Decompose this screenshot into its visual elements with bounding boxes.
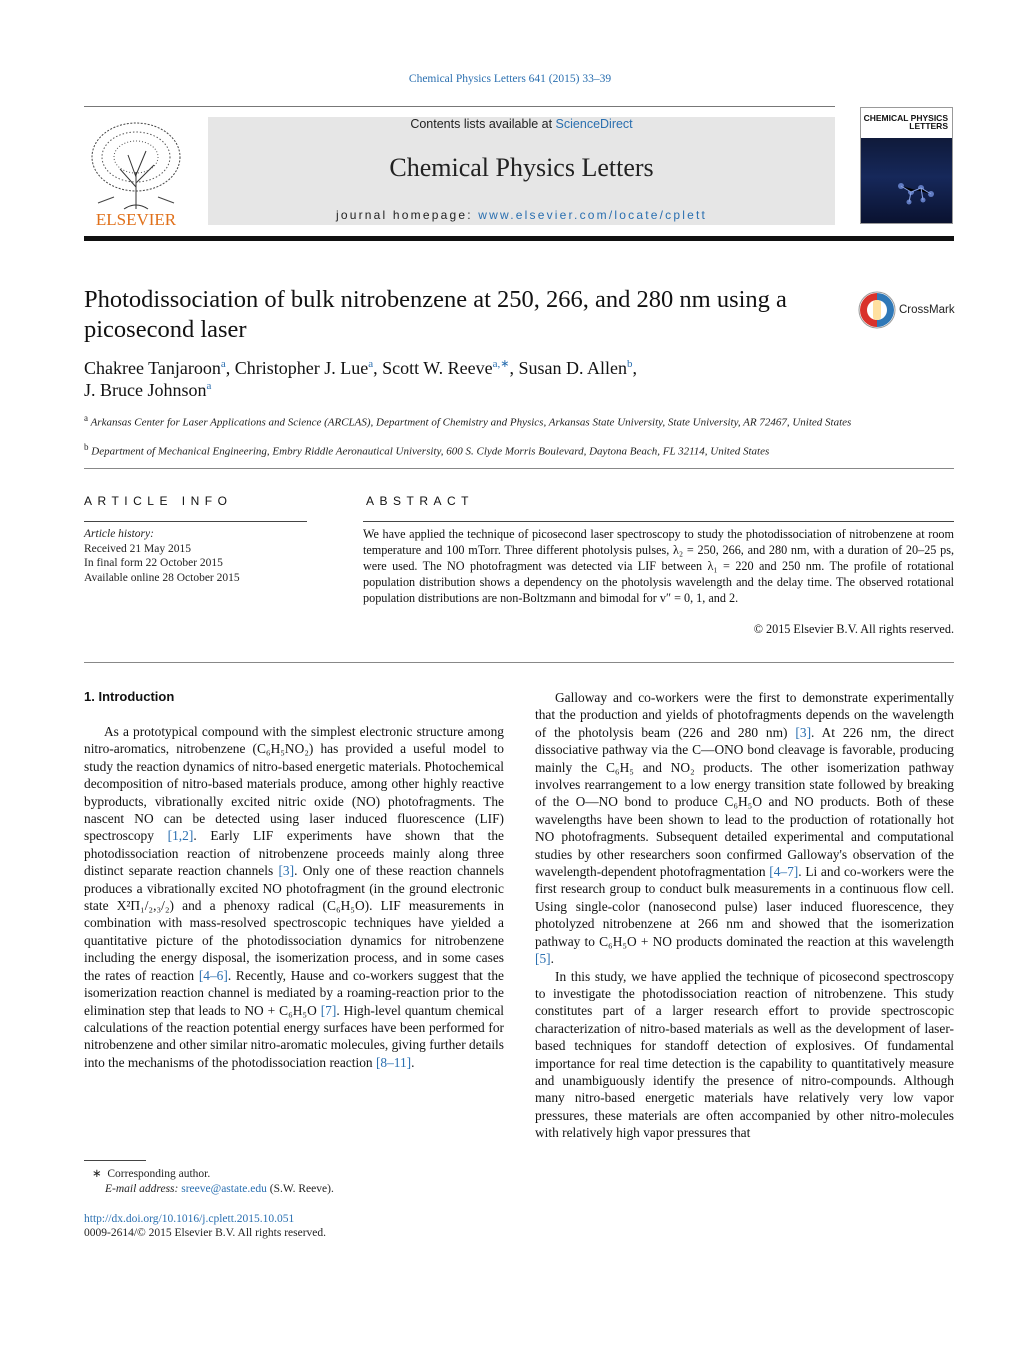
- homepage-prefix: journal homepage:: [335, 208, 479, 222]
- article-info-heading: ARTICLE INFO: [84, 494, 233, 508]
- abstract-text: We have applied the technique of picosecond laser spectroscopy to study the photodissociation of nitrobenzene at room temperature and 100 mTorr. Three different photolysis pulses, λ₂ = 250, 266, and 280 nm, with a duration of 20–25 ps, were used. The NO photofragment was detected via LIF between λ₁ = 220 and 250 nm. The profile of rotational population distribution shows a dependency on the photolysis wavelength and the delay time. The observed rotational population distributions are non-Boltzmann and bimodal for v″ = 0, 1, and 2.: [363, 527, 954, 605]
- issn-line: 0009-2614/© 2015 Elsevier B.V. All rights reserved.: [84, 1227, 327, 1239]
- email-label: E-mail address:: [105, 1183, 182, 1195]
- affiliation-b-marker: b: [84, 442, 89, 452]
- author-sup[interactable]: a: [220, 358, 226, 370]
- cover-molecule-icon: [861, 108, 953, 224]
- journal-banner: [208, 117, 835, 225]
- contents-line: [208, 117, 835, 131]
- elsevier-wordmark: ELSEVIER: [95, 210, 177, 229]
- paragraph: [84, 723, 504, 1071]
- reference-link[interactable]: [7]: [320, 1002, 337, 1018]
- paragraph: In this study, we have applied the technique of picosecond spectroscopy to investigate the photodissociation reaction of nitrobenzene. This study constitutes part of a larger research effort to provide spectroscopic characterization of nitro-based materials as well as the development of laser-based techniques for standoff detection of explosives. Of fundamental importance for real time detection is the capability to quantitatively measure and unambiguously identify the presence of nitro-compounds. Although many nitro-based energetic materials have relatively very low vapor pressures, these materials are often accompanied by other nitro-molecules with relatively high vapor pressures that: [535, 968, 954, 1141]
- homepage-link[interactable]: www.elsevier.com/locate/cplett: [478, 208, 708, 222]
- reference-link[interactable]: [4–6]: [198, 967, 228, 983]
- section-heading-introduction: 1. Introduction: [84, 689, 175, 704]
- received-date: Received 21 May 2015: [84, 542, 191, 555]
- text-run: . At 226 nm, the direct dissociative pathway via the C—ONO bond cleavage is favorable, producing mainly the C₆H₅ and NO₂ products. The other isomerization pathway involves rearrangement to a low energy transition state followed by breaking of the O—NO bond to produce C₆H₅O and NO products. Both of these wavelengths have been shown to lead to the production of rotationally hot NO photofragments. Subsequent detailed experimental and computational studies by other researchers soon confirmed Galloway's observation of the wavelength-dependent photofragmentation: [535, 724, 955, 880]
- text-run: As a prototypical compound with the simplest electronic structure among nitro-aromatics, nitrobenzene (C₆H₅NO₂) has provided a useful model to study the reaction dynamics of nitro-based energetic materials. Photochemical decomposition of nitro-based materials produce, among other highly reactive byproducts, vibrationally excited nitric oxide (NO) photofragments. The nascent NO can be detected using laser induced fluorescence (LIF) spectroscopy: [84, 724, 504, 844]
- cover-title: CHEMICAL PHYSICS LETTERS: [863, 113, 948, 131]
- reference-link[interactable]: [5]: [535, 951, 551, 967]
- elsevier-tree-icon: [84, 117, 188, 229]
- reference-link[interactable]: [1,2]: [167, 828, 194, 844]
- journal-cover-thumbnail[interactable]: [860, 107, 953, 224]
- elsevier-logo: [84, 117, 188, 229]
- article-info-rule: [84, 521, 307, 522]
- section-rule: [84, 468, 954, 469]
- body-rule: [84, 662, 954, 663]
- author-name[interactable]: Chakree Tanjaroon: [84, 358, 221, 378]
- author-sup[interactable]: a: [206, 380, 212, 392]
- body-column-right: [535, 689, 954, 1142]
- contents-prefix: Contents lists available at: [410, 117, 556, 131]
- article-title: Photodissociation of bulk nitrobenzene at 250, 266, and 280 nm using a picosecond laser: [84, 286, 787, 343]
- footnote-rule: [84, 1160, 146, 1161]
- crossmark-icon: [858, 291, 896, 329]
- article-history: [84, 527, 314, 585]
- header-rule: [84, 106, 835, 107]
- author-name[interactable]: Christopher J. Lue: [234, 358, 369, 378]
- journal-citation-link[interactable]: Chemical Physics Letters 641 (2015) 33–39: [408, 73, 612, 85]
- author-sup[interactable]: b: [627, 358, 633, 370]
- footnote-marker: ∗: [92, 1168, 102, 1180]
- final-form-date: In final form 22 October 2015: [84, 557, 223, 570]
- reference-link[interactable]: [4–7]: [769, 864, 799, 880]
- reference-link[interactable]: [3]: [278, 863, 295, 879]
- email-link[interactable]: sreeve@astate.edu: [181, 1183, 267, 1195]
- text-run: . Only one of these reaction channels produces a vibrationally excited NO photofragment (in the ground electronic state X²Π₁/₂,₃/₂) and a phenoxy radical (C₆H₅O). LIF measurements in combination with mass-resolved spectroscopic techniques have yielded a quantitative picture of the photodissociation dynamics for nitrobenzene including the energy disposal, the isomerization process, and in some cases the rates of reaction: [84, 863, 504, 983]
- paragraph: [535, 689, 954, 968]
- journal-name: Chemical Physics Letters: [389, 153, 654, 182]
- text-run: .: [550, 951, 554, 967]
- author-sup[interactable]: a: [368, 358, 374, 370]
- reference-link[interactable]: [3]: [795, 724, 812, 740]
- affiliation-b: [84, 440, 884, 460]
- author-name[interactable]: Susan D. Allen: [518, 358, 627, 378]
- text-run: . High-level quantum chemical calculations of the reaction potential energy surfaces have been performed for nitrobenzene and other similar nitro-aromatic molecules, giving further details into the mechanisms of the photodissociation reaction: [84, 1002, 505, 1070]
- text-run: . Recently, Hause and co-workers suggest that the isomerization reaction channel is mediated by a roaming-reaction prior to the elimination step that leads to NO + C₆H₅O: [84, 967, 504, 1018]
- text-run: . Early LIF experiments have shown that the photodissociation reaction of nitrobenzene proceeds mainly along three distinct separate reaction channels: [84, 828, 504, 879]
- header-thick-rule: [84, 236, 954, 241]
- reference-link[interactable]: [8–11]: [375, 1054, 412, 1070]
- crossmark-label[interactable]: CrossMark: [899, 304, 955, 316]
- abstract-rule: [363, 521, 954, 522]
- author-name[interactable]: J. Bruce Johnson: [84, 380, 207, 400]
- author-name[interactable]: Scott W. Reeve: [382, 358, 493, 378]
- history-label: Article history:: [84, 528, 154, 540]
- email-suffix: (S.W. Reeve).: [266, 1183, 334, 1195]
- sciencedirect-link[interactable]: ScienceDirect: [555, 117, 633, 131]
- affiliation-a-text: Arkansas Center for Laser Applications and Science (ARCLAS), Department of Chemistry and Physics, Arkansas State University, State University, AR 72467, United States: [90, 416, 852, 429]
- affiliation-a-marker: a: [84, 413, 88, 423]
- abstract-copyright: © 2015 Elsevier B.V. All rights reserved.: [753, 622, 954, 636]
- footnote: [92, 1167, 512, 1197]
- author-sup[interactable]: a,∗: [492, 358, 510, 370]
- text-run: Galloway and co-workers were the first to demonstrate experimentally that the production and yields of photofragments depends on the wavelength of the photolysis beam (226 and 280 nm): [535, 690, 954, 740]
- text-run: . Li and co-workers were the first research group to conduct bulk measurements in a continuous flow cell. Using single-color (nanosecond pulse) laser induced fluorescence, they photolyzed nitrobenzene at 266 nm and showed that the isomerization pathway to C₆H₅O + NO products dominated the reaction at this wavelength: [535, 864, 955, 949]
- corresponding-author-note: Corresponding author.: [107, 1168, 211, 1180]
- affiliation-b-text: Department of Mechanical Engineering, Embry Riddle Aeronautical University, 600 S. Clyde Morris Boulevard, Daytona Beach, FL 32114, United States: [91, 445, 770, 458]
- doi-link[interactable]: http://dx.doi.org/10.1016/j.cplett.2015.10.051: [84, 1213, 295, 1225]
- online-date: Available online 28 October 2015: [84, 571, 240, 584]
- abstract-heading: ABSTRACT: [366, 494, 475, 508]
- homepage-line: [208, 208, 835, 222]
- doi-block: [84, 1212, 326, 1240]
- body-column-left: [84, 723, 504, 1071]
- text-run: .: [411, 1054, 415, 1070]
- author-list: Chakree Tanjaroon$^a$, Christopher J. Lue$^a$, Scott W. Reeve$^{a,∗}$, Susan D. Allen$^b$, J. Bruce Johnson$^a$: [84, 358, 637, 400]
- affiliation-a: [84, 411, 864, 431]
